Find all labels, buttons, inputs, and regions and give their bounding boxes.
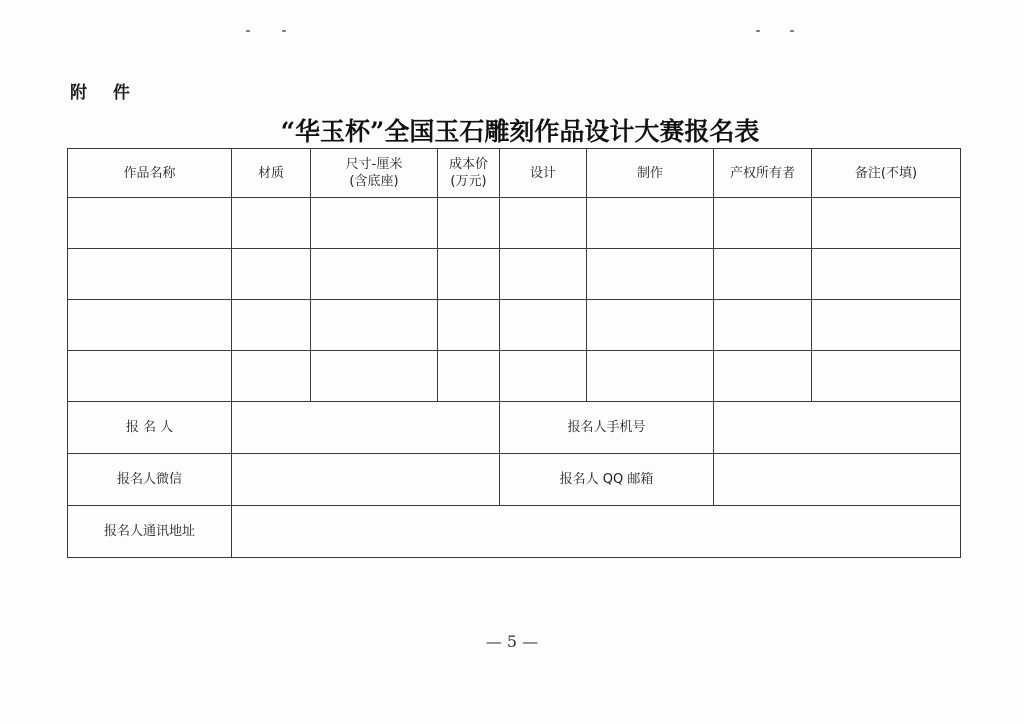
header-production: 制作 — [587, 149, 714, 198]
applicant-address-field[interactable] — [232, 506, 961, 558]
header-design: 设计 — [500, 149, 587, 198]
material-cell[interactable] — [232, 249, 311, 300]
applicant-row — [68, 402, 961, 454]
table-row — [68, 249, 961, 300]
size-cell[interactable] — [311, 300, 438, 351]
registration-form-table — [67, 148, 961, 558]
owner-cell[interactable] — [714, 198, 812, 249]
header-material: 材质 — [232, 149, 311, 198]
work-name-cell[interactable] — [68, 300, 232, 351]
applicant-label — [68, 402, 232, 454]
size-cell[interactable] — [311, 198, 438, 249]
header-cost — [438, 149, 500, 198]
remarks-cell[interactable] — [812, 249, 961, 300]
applicant-label-text: 报 名 人 — [125, 420, 174, 435]
production-cell[interactable] — [587, 198, 714, 249]
applicant-address-label: 报名人通讯地址 — [68, 506, 232, 558]
cost-cell[interactable] — [438, 351, 500, 402]
applicant-phone-field[interactable] — [714, 402, 961, 454]
header-cost-line1: 成本价 — [448, 157, 488, 172]
cost-cell[interactable] — [438, 198, 500, 249]
header-size — [311, 149, 438, 198]
applicant-qq-email-field[interactable] — [714, 454, 961, 506]
scan-speck — [756, 30, 760, 32]
design-cell[interactable] — [500, 300, 587, 351]
scan-speck — [246, 30, 250, 32]
work-name-cell[interactable] — [68, 351, 232, 402]
production-cell[interactable] — [587, 300, 714, 351]
owner-cell[interactable] — [714, 249, 812, 300]
table-row — [68, 198, 961, 249]
table-row — [68, 351, 961, 402]
cost-cell[interactable] — [438, 249, 500, 300]
applicant-qq-email-label: 报名人 QQ 邮箱 — [500, 454, 714, 506]
material-cell[interactable] — [232, 351, 311, 402]
page-number: — 5 — — [485, 632, 539, 651]
owner-cell[interactable] — [714, 351, 812, 402]
scan-speck — [790, 30, 794, 32]
header-size-line1: 尺寸-厘米 — [345, 157, 403, 172]
design-cell[interactable] — [500, 249, 587, 300]
remarks-cell[interactable] — [812, 300, 961, 351]
design-cell[interactable] — [500, 198, 587, 249]
remarks-cell[interactable] — [812, 198, 961, 249]
applicant-wechat-label: 报名人微信 — [68, 454, 232, 506]
address-row — [68, 506, 961, 558]
header-remarks: 备注(不填) — [812, 149, 961, 198]
size-cell[interactable] — [311, 351, 438, 402]
applicant-field[interactable] — [232, 402, 500, 454]
production-cell[interactable] — [587, 249, 714, 300]
material-cell[interactable] — [232, 198, 311, 249]
work-name-cell[interactable] — [68, 249, 232, 300]
production-cell[interactable] — [587, 351, 714, 402]
scan-speck — [282, 30, 286, 32]
form-title: “华玉杯”全国玉石雕刻作品设计大赛报名表 — [280, 117, 760, 146]
owner-cell[interactable] — [714, 300, 812, 351]
header-size-line2: (含底座) — [349, 174, 399, 189]
applicant-phone-label: 报名人手机号 — [500, 402, 714, 454]
header-cost-line2: (万元) — [450, 174, 487, 189]
design-cell[interactable] — [500, 351, 587, 402]
header-work-name: 作品名称 — [68, 149, 232, 198]
wechat-row — [68, 454, 961, 506]
size-cell[interactable] — [311, 249, 438, 300]
table-header-row — [68, 149, 961, 198]
cost-cell[interactable] — [438, 300, 500, 351]
work-name-cell[interactable] — [68, 198, 232, 249]
header-owner: 产权所有者 — [714, 149, 812, 198]
remarks-cell[interactable] — [812, 351, 961, 402]
applicant-wechat-field[interactable] — [232, 454, 500, 506]
attachment-label: 附 件 — [70, 83, 140, 103]
material-cell[interactable] — [232, 300, 311, 351]
table-row — [68, 300, 961, 351]
